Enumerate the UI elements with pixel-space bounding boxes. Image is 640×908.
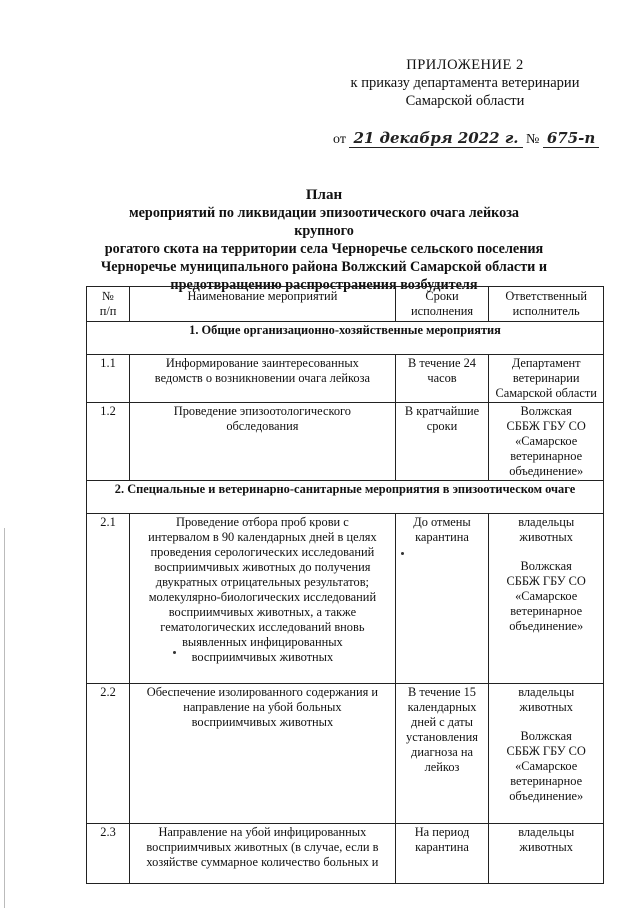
responsible-line: Волжская <box>520 559 572 573</box>
order-line <box>333 129 599 148</box>
appendix-line-2: Самарской области <box>405 93 525 109</box>
responsible-line: СББЖ ГБУ СО <box>506 744 586 758</box>
measure-name-line: Проведение отбора проб крови с <box>176 515 349 529</box>
row-number: 1.2 <box>87 403 130 481</box>
plan-heading-line: мероприятий по ликвидации эпизоотического очага лейкоза крупного <box>128 205 520 239</box>
header-num-line: п/п <box>99 304 117 318</box>
execution-term-line: календарных <box>407 700 477 714</box>
execution-term-line: карантина <box>415 530 469 544</box>
scan-speck <box>173 651 176 654</box>
scan-speck <box>401 552 404 555</box>
header-term <box>395 287 489 322</box>
execution-term-line: На период <box>414 825 470 839</box>
responsible-line: «Самарское <box>515 589 578 603</box>
measure-name-line: восприимчивых животных, а также <box>168 605 357 619</box>
measure-name-line: Направление на убой инфицированных <box>158 825 367 839</box>
execution-term <box>395 514 489 684</box>
execution-term-line: часов <box>427 371 457 385</box>
execution-term-line: В течение 15 <box>408 685 476 699</box>
table-header-row <box>87 287 604 322</box>
section-title: 2. Специальные и ветеринарно-санитарные мероприятия в эпизоотическом очаге <box>87 481 604 514</box>
responsible-executor <box>489 514 604 684</box>
table-row <box>87 355 604 403</box>
execution-term-line: В кратчайшие <box>404 404 480 418</box>
responsible-gap <box>492 545 600 559</box>
responsible-line: Департамент <box>511 356 581 370</box>
measure-name-line: проведения серологических исследований <box>150 545 375 559</box>
measure-name-line: хозяйстве суммарное количество больных и <box>146 855 379 869</box>
table-row <box>87 824 604 884</box>
execution-term-line: дней с даты <box>411 715 473 729</box>
responsible-line: животных <box>519 840 573 854</box>
execution-term-line: До отмены <box>413 515 471 529</box>
measure-name-line: гематологических исследований вновь <box>160 620 365 634</box>
measure-name-line: восприимчивых животных (в случае, если в <box>146 840 379 854</box>
header-responsible-line: исполнитель <box>512 304 580 318</box>
responsible-executor <box>489 403 604 481</box>
responsible-line: ветеринарное <box>510 604 583 618</box>
measure-name <box>130 684 396 824</box>
measure-name <box>130 514 396 684</box>
execution-term-line: В течение 24 <box>408 356 476 370</box>
measure-name-line: направление на убой больных <box>183 700 342 714</box>
execution-term-line: сроки <box>426 419 458 433</box>
responsible-executor <box>489 824 604 884</box>
execution-term <box>395 403 489 481</box>
responsible-line: животных <box>519 700 573 714</box>
table-body <box>87 322 604 884</box>
measure-name-line: Информирование заинтересованных <box>165 356 359 370</box>
responsible-line: СББЖ ГБУ СО <box>506 574 586 588</box>
header-term-line: исполнения <box>410 304 474 318</box>
table-row <box>87 403 604 481</box>
table-row <box>87 514 604 684</box>
responsible-line: «Самарское <box>515 434 578 448</box>
row-number: 1.1 <box>87 355 130 403</box>
plan-heading <box>100 186 548 294</box>
appendix-title: ПРИЛОЖЕНИЕ 2 <box>406 57 524 73</box>
responsible-line: СББЖ ГБУ СО <box>506 419 586 433</box>
measure-name-line: ведомств о возникновении очага лейкоза <box>154 371 370 385</box>
measure-name-line: двукратных отрицательных результатов; <box>155 575 369 589</box>
responsible-executor <box>489 684 604 824</box>
responsible-line: «Самарское <box>515 759 578 773</box>
measure-name-line: выявленных инфицированных <box>182 635 343 649</box>
section-row <box>87 322 604 355</box>
execution-term <box>395 355 489 403</box>
measure-name-line: молекулярно-биологических исследований <box>148 590 377 604</box>
responsible-line: объединение» <box>509 619 584 633</box>
order-prefix: от <box>333 132 346 147</box>
plan-heading-line: предотвращению распространения возбудителя <box>170 277 478 293</box>
responsible-line: ветеринарное <box>510 774 583 788</box>
appendix-block <box>300 56 630 110</box>
measure-name-line: восприимчивых животных до получения <box>154 560 371 574</box>
header-num <box>87 287 130 322</box>
measure-name-line: обследования <box>226 419 299 433</box>
execution-term-line: лейкоз <box>424 760 460 774</box>
plan-heading-line: рогатого скота на территории села Черноречье сельского поселения <box>104 241 544 257</box>
responsible-line: ветеринарии <box>512 371 580 385</box>
order-number-label: № <box>526 132 540 147</box>
measure-name-line: Проведение эпизоотологического <box>173 404 351 418</box>
header-num-line: № <box>102 289 114 303</box>
measure-name <box>130 403 396 481</box>
measure-name <box>130 824 396 884</box>
responsible-line: Волжская <box>520 729 572 743</box>
measure-name <box>130 355 396 403</box>
measure-name-line: восприимчивых животных <box>191 715 334 729</box>
header-responsible-line: Ответственный <box>505 289 587 303</box>
execution-term-line: диагноза на <box>411 745 473 759</box>
measures-table <box>86 286 604 884</box>
measure-name-line: интервалом в 90 календарных дней в целях <box>148 530 377 544</box>
scan-edge-mark <box>4 528 5 908</box>
responsible-line: владельцы <box>518 825 575 839</box>
execution-term-line: карантина <box>415 840 469 854</box>
row-number: 2.3 <box>87 824 130 884</box>
header-responsible <box>489 287 604 322</box>
responsible-line: Самарской области <box>495 386 597 400</box>
row-number: 2.2 <box>87 684 130 824</box>
responsible-line: объединение» <box>509 789 584 803</box>
responsible-gap <box>492 715 600 729</box>
table-row <box>87 684 604 824</box>
responsible-line: Волжская <box>520 404 572 418</box>
order-date: 21 декабря 2022 г. <box>349 129 522 148</box>
plan-heading-line: Черноречье муниципального района Волжский Самарской области и <box>100 259 548 275</box>
order-number: 675-п <box>543 129 599 148</box>
execution-term <box>395 824 489 884</box>
responsible-line: объединение» <box>509 464 584 478</box>
header-name: Наименование мероприятий <box>130 287 396 322</box>
measure-name-line: Обеспечение изолированного содержания и <box>146 685 379 699</box>
section-title: 1. Общие организационно-хозяйственные мероприятия <box>87 322 604 355</box>
responsible-line: владельцы <box>518 685 575 699</box>
responsible-line: ветеринарное <box>510 449 583 463</box>
execution-term <box>395 684 489 824</box>
header-term-line: Сроки <box>425 289 459 303</box>
responsible-executor <box>489 355 604 403</box>
execution-term-line: установления <box>406 730 478 744</box>
plan-title: План <box>305 187 343 203</box>
appendix-line-1: к приказу департамента ветеринарии <box>350 75 580 91</box>
section-row <box>87 481 604 514</box>
row-number: 2.1 <box>87 514 130 684</box>
measure-name-line: восприимчивых животных <box>191 650 334 664</box>
responsible-line: владельцы <box>518 515 575 529</box>
responsible-line: животных <box>519 530 573 544</box>
